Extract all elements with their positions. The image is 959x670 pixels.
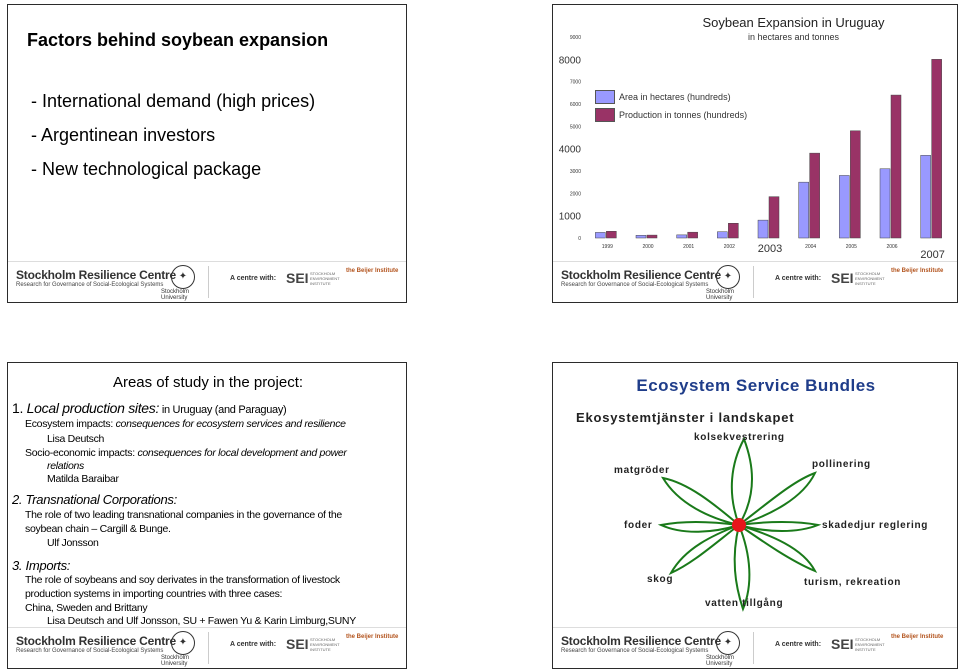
university-seal-icon: ✦ bbox=[171, 265, 195, 289]
chart-subtitle: in hectares and tonnes bbox=[747, 32, 840, 42]
slide-footer: Stockholm Resilience Centre Research for Governance of Social-Ecological Systems ✦ Stockholm University A centre with: SEI STOCKHOLM ENVIRONMENT INSTITUTE the Beijer Institute bbox=[553, 627, 957, 668]
chart-bar bbox=[688, 232, 698, 238]
service-pollinering: pollinering bbox=[812, 459, 871, 470]
y-tick-label: 9000 bbox=[569, 35, 581, 41]
service-foder: foder bbox=[624, 520, 653, 531]
soybean-bar-chart bbox=[553, 5, 958, 265]
service-turism: turism, rekreation bbox=[804, 577, 902, 588]
src-tag: Research for Governance of Social-Ecological Systems bbox=[16, 282, 164, 288]
chart-bar bbox=[636, 235, 646, 238]
item3-person: Lisa Deutsch and Ulf Jonsson, SU + Fawen Yu & Karin Limburg,SUNY bbox=[47, 615, 356, 627]
chart-title: Soybean Expansion in Uruguay bbox=[702, 15, 885, 30]
y-tick-label: 2000 bbox=[569, 191, 581, 198]
factor-item: - New technological package bbox=[31, 159, 262, 179]
slide-footer bbox=[8, 261, 406, 302]
bundles-title: Ecosystem Service Bundles bbox=[636, 376, 876, 395]
chart-bar bbox=[728, 223, 738, 238]
eco-impacts: Ecosystem impacts: consequences for ecosystem services and resilience bbox=[25, 418, 346, 430]
chart-bar bbox=[880, 169, 890, 238]
service-matgroder: matgröder bbox=[614, 465, 670, 476]
x-tick-label: 2002 bbox=[723, 244, 735, 250]
chart-bar bbox=[810, 153, 820, 238]
service-skog: skog bbox=[647, 574, 674, 585]
slide1-title: Factors behind soybean expansion bbox=[27, 30, 329, 50]
x-tick-label: 2001 bbox=[683, 244, 695, 250]
flower-center bbox=[732, 518, 746, 532]
chart-bar bbox=[717, 232, 727, 238]
slide-areas-of-study bbox=[7, 362, 407, 669]
item3-line2: production systems in importing countries with three cases: bbox=[25, 588, 283, 600]
x-tick-label: 2007 bbox=[920, 249, 945, 261]
petal-down bbox=[735, 525, 750, 609]
x-tick-label: 1999 bbox=[601, 244, 613, 250]
centre-with: A centre with: bbox=[230, 275, 277, 282]
x-tick-label: 2003 bbox=[757, 243, 783, 255]
x-tick-label: 2004 bbox=[805, 244, 817, 250]
chart-bar bbox=[647, 235, 657, 238]
service-flower-diagram bbox=[553, 363, 958, 630]
slide-ecosystem-bundles bbox=[552, 362, 958, 669]
y-tick-label: 8000 bbox=[558, 55, 581, 67]
item1-heading: 1. Local production sites: in Uruguay (and Paraguay) bbox=[12, 400, 287, 416]
service-vatten: vatten tillgång bbox=[705, 598, 784, 609]
su-logo-text: Stockholm University bbox=[161, 289, 190, 301]
chart-bar bbox=[595, 232, 605, 238]
item2-person: Ulf Jonsson bbox=[47, 537, 99, 549]
slide-soybean-factors bbox=[7, 4, 407, 303]
x-tick-label: 2000 bbox=[642, 244, 654, 250]
y-tick-label: 3000 bbox=[569, 169, 581, 175]
chart-bar bbox=[850, 131, 860, 238]
chart-bar bbox=[921, 155, 931, 238]
sei-logo: SEI bbox=[286, 270, 309, 286]
chart-bar bbox=[758, 220, 768, 238]
chart-bar bbox=[606, 231, 616, 238]
slide-soybean-chart: Soybean Expansion in Uruguay in hectares and tonnes 0 1000 2000 3000 4000 5000 6000 7000 8000 9000 1999 2000 2001 2002 2003 2004 2005 2006 2007 Area in hectares (hundreds) Production in tonnes (hundreds) Stockholm Resilience Centre Research for Governance of Social-Ecological Systems ✦ Stockholm University A centre with: SEI STOCKHOLM ENVIRONMENT INSTITUTE the Beijer Institute bbox=[552, 4, 958, 303]
socio-impacts: Socio-economic impacts: consequences for local development and power bbox=[25, 447, 347, 459]
bundles-subtitle: Ekosystemtjänster i landskapet bbox=[576, 410, 795, 425]
chart-bar bbox=[839, 175, 849, 238]
item3-line3: China, Sweden and Brittany bbox=[25, 602, 148, 614]
x-tick-label: 2005 bbox=[845, 244, 857, 250]
y-tick-label: 7000 bbox=[569, 79, 581, 86]
socio-impacts-cont: relations bbox=[47, 460, 84, 472]
src-name: Stockholm Resilience Centre bbox=[16, 268, 176, 282]
service-skadedjur: skadedjur reglering bbox=[822, 520, 929, 531]
chart-bar bbox=[799, 182, 809, 238]
item3-heading: 3. Imports: bbox=[12, 558, 71, 573]
areas-heading: Areas of study in the project: bbox=[112, 374, 304, 391]
y-tick-label: 5000 bbox=[569, 124, 581, 131]
service-kolsekvestrering: kolsekvestrering bbox=[694, 432, 785, 443]
factor-item: - Argentinean investors bbox=[31, 125, 216, 145]
university-seal-icon: ✦ bbox=[716, 265, 740, 289]
item2-heading: 2. Transnational Corporations: bbox=[12, 492, 177, 507]
y-tick-label: 1000 bbox=[558, 211, 581, 223]
y-tick-label: 4000 bbox=[558, 144, 581, 156]
y-tick-label: 0 bbox=[578, 236, 581, 242]
university-seal-icon: ✦ bbox=[716, 631, 740, 655]
chart-bar bbox=[769, 197, 779, 238]
slide-footer: Stockholm Resilience Centre Research for Governance of Social-Ecological Systems ✦ Stockholm University A centre with: SEI STOCKHOLM ENVIRONMENT INSTITUTE the Beijer Institute bbox=[553, 261, 957, 302]
university-seal-icon: ✦ bbox=[171, 631, 195, 655]
petal-upper-left bbox=[663, 478, 739, 525]
socio-person: Matilda Baraibar bbox=[47, 473, 119, 485]
chart-bar bbox=[677, 235, 687, 238]
beijer-logo: the Beijer Institute bbox=[346, 268, 399, 274]
chart-bar bbox=[891, 95, 901, 238]
sei-small: STOCKHOLM ENVIRONMENT INSTITUTE bbox=[310, 271, 340, 286]
eco-person: Lisa Deutsch bbox=[47, 433, 105, 445]
item2-line2: soybean chain – Cargill & Bunge. bbox=[25, 523, 171, 535]
slide-footer: Stockholm Resilience Centre Research for Governance of Social-Ecological Systems ✦ Stockholm University A centre with: SEI STOCKHOLM ENVIRONMENT INSTITUTE the Beijer Institute bbox=[8, 627, 406, 668]
item3-line1: The role of soybeans and soy derivates in the transformation of livestock bbox=[25, 574, 340, 586]
y-tick-label: 6000 bbox=[569, 102, 581, 108]
petal-up bbox=[732, 439, 752, 525]
factor-list bbox=[31, 84, 315, 186]
chart-bar bbox=[932, 59, 942, 238]
factor-item: - International demand (high prices) bbox=[31, 91, 316, 111]
item2-line1: The role of two leading transnational companies in the governance of the bbox=[25, 509, 342, 521]
x-tick-label: 2006 bbox=[886, 244, 898, 250]
